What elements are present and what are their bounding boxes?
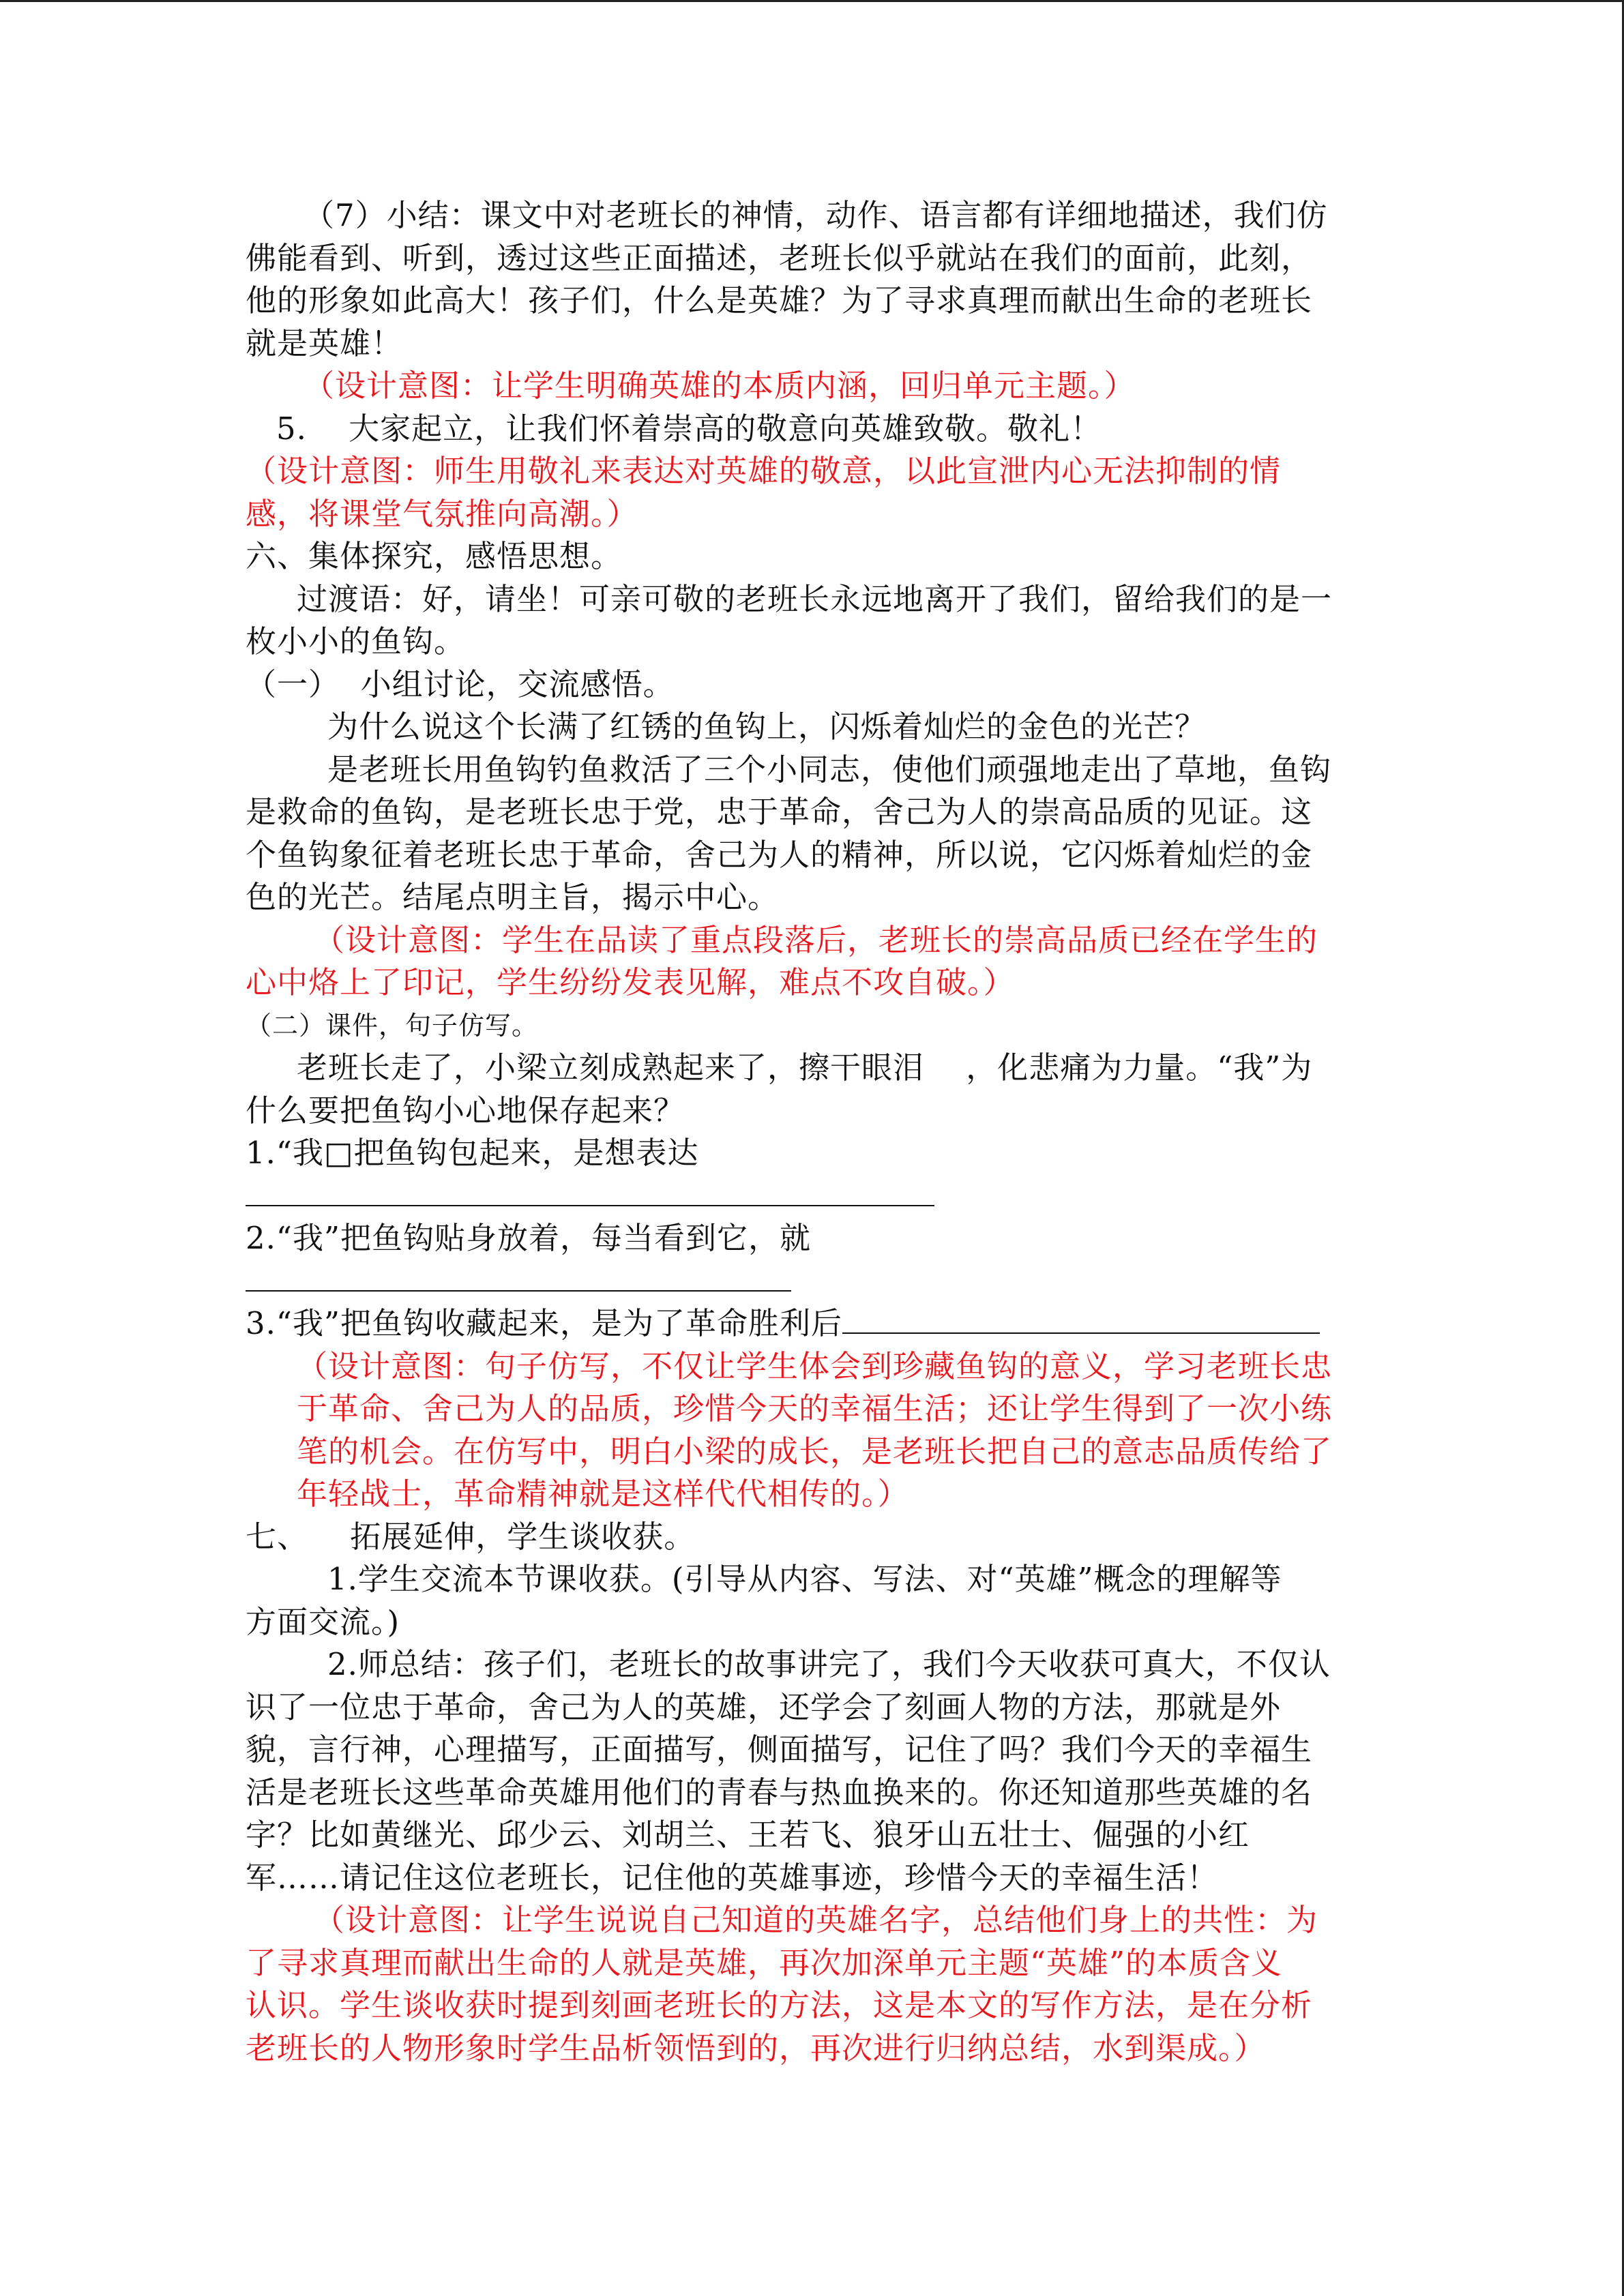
design-intent-1: （设计意图：让学生明确英雄的本质内涵，回归单元主题。） — [304, 368, 1136, 404]
exercise-2-row — [246, 1217, 1378, 1260]
fill-blank-line — [246, 1277, 791, 1292]
design-intent-2-line: 感，将课堂气氛推向高潮。） — [246, 495, 638, 532]
discussion-answer-line: 是老班长用鱼钩钓鱼救活了三个小同志，使他们顽强地走出了草地，鱼钩 — [327, 751, 1332, 788]
discussion-answer-line: 色的光芒。结尾点明主旨，揭示中心。 — [246, 879, 780, 915]
design-intent-3-line: 心中烙上了印记，学生纷纷发表见解，难点不攻自破。） — [246, 964, 1015, 1000]
point-2-line: 2.师总结：孩子们，老班长的故事讲完了，我们今天收获可真大，不仅认 — [327, 1646, 1331, 1682]
section-6-heading: 六、集体探究，感悟思想。 — [246, 538, 623, 574]
transition-line: 枚小小的鱼钩。 — [246, 623, 466, 659]
design-intent-5-line: 认识。学生谈收获时提到刻画老班长的方法，这是本文的写作方法，是在分析 — [246, 1987, 1313, 2023]
item-5: 5. 大家起立，让我们怀着崇高的敬意向英雄致敬。敬礼！ — [276, 410, 1102, 447]
subsection-2-intro-line: 什么要把鱼钩小心地保存起来？ — [246, 1092, 685, 1129]
fill-blank-line — [842, 1319, 1320, 1334]
subsection-1-heading: （一） 小组讨论，交流感悟。 — [246, 666, 675, 702]
design-intent-5-line: （设计意图：让学生说说自己知道的英雄名字，总结他们身上的共性：为 — [314, 1902, 1318, 1938]
design-intent-3-line: （设计意图：学生在品读了重点段落后，老班长的崇高品质已经在学生的 — [314, 921, 1318, 958]
exercise-2-answer-blank — [246, 1260, 1378, 1303]
page-border-top — [0, 0, 1624, 2]
point-1-line: 方面交流。) — [246, 1603, 400, 1640]
discussion-answer-line: 是救命的鱼钩，是老班长忠于党，忠于革命，舍己为人的崇高品质的见证。这 — [246, 794, 1313, 830]
exercise-2: 2.“我”把鱼钩贴身放着，每当看到它，就 — [246, 1220, 811, 1256]
point-2-line: 军……请记住这位老班长，记住他的英雄事迹，珍惜今天的幸福生活！ — [246, 1859, 1219, 1896]
exercise-1-answer-blank — [246, 1175, 1378, 1218]
exercise-3-row — [246, 1302, 1378, 1345]
summary-line: 佛能看到、听到，透过这些正面描述，老班长似乎就站在我们的面前，此刻， — [246, 239, 1313, 276]
design-intent-4-line: 年轻战士，革命精神就是这样代代相传的。） — [297, 1476, 909, 1512]
point-2-line: 识了一位忠于革命，舍己为人的英雄，还学会了刻画人物的方法，那就是外 — [246, 1688, 1282, 1725]
design-intent-4-line: （设计意图：句子仿写，不仅让学生体会到珍藏鱼钩的意义，学习老班长忠 — [297, 1347, 1333, 1384]
discussion-question: 为什么说这个长满了红锈的鱼钩上，闪烁着灿烂的金色的光芒？ — [327, 709, 1207, 745]
summary-line: （7）小结：课文中对老班长的神情，动作、语言都有详细地描述，我们仿 — [304, 197, 1328, 233]
design-intent-5-line: 老班长的人物形象时学生品析领悟到的，再次进行归纳总结，水到渠成。） — [246, 2029, 1266, 2066]
design-intent-5-line: 了寻求真理而献出生命的人就是英雄，再次加深单元主题“英雄”的本质含义 — [246, 1944, 1283, 1981]
section-7-heading: 七、 拓展延伸，学生谈收获。 — [246, 1518, 696, 1555]
document-body — [246, 194, 1378, 2070]
design-intent-4-line: 笔的机会。在仿写中，明白小梁的成长，是老班长把自己的意志品质传给了 — [297, 1433, 1333, 1470]
exercise-1: 1.“我□把鱼钩包起来，是想表达 — [246, 1135, 699, 1171]
transition-line: 过渡语：好，请坐！可亲可敬的老班长永远地离开了我们，留给我们的是一 — [297, 580, 1333, 617]
fill-blank-line — [246, 1191, 934, 1206]
design-intent-2-line: （设计意图：师生用敬礼来表达对英雄的敬意，以此宣泄内心无法抑制的情 — [246, 453, 1282, 489]
design-intent-4-line: 于革命、舍己为人的品质，珍惜今天的幸福生活；还让学生得到了一次小练 — [297, 1390, 1333, 1427]
point-2-line: 字？比如黄继光、邱少云、刘胡兰、王若飞、狼牙山五壮士、倔强的小红 — [246, 1817, 1250, 1853]
point-2-line: 活是老班长这些革命英雄用他们的青春与热血换来的。你还知道那些英雄的名 — [246, 1774, 1313, 1810]
summary-line: 就是英雄！ — [246, 325, 403, 361]
summary-line: 他的形象如此高大！孩子们，什么是英雄？为了寻求真理而献出生命的老班长 — [246, 282, 1313, 318]
exercise-3: 3.“我”把鱼钩收藏起来，是为了革命胜利后 — [246, 1305, 842, 1341]
discussion-answer-line: 个鱼钩象征着老班长忠于革命，舍己为人的精神，所以说，它闪烁着灿烂的金 — [246, 836, 1313, 873]
point-1-line: 1.学生交流本节课收获。(引导从内容、写法、对“英雄”概念的理解等 — [327, 1561, 1282, 1597]
subsection-2-heading: （二）课件，句子仿写。 — [246, 1010, 539, 1041]
point-2-line: 貌，言行神，心理描写，正面描写，侧面描写，记住了吗？我们今天的幸福生 — [246, 1731, 1313, 1768]
subsection-2-intro-line: 老班长走了，小梁立刻成熟起来了，擦干眼泪 ，化悲痛为力量。“我”为 — [297, 1049, 1313, 1086]
